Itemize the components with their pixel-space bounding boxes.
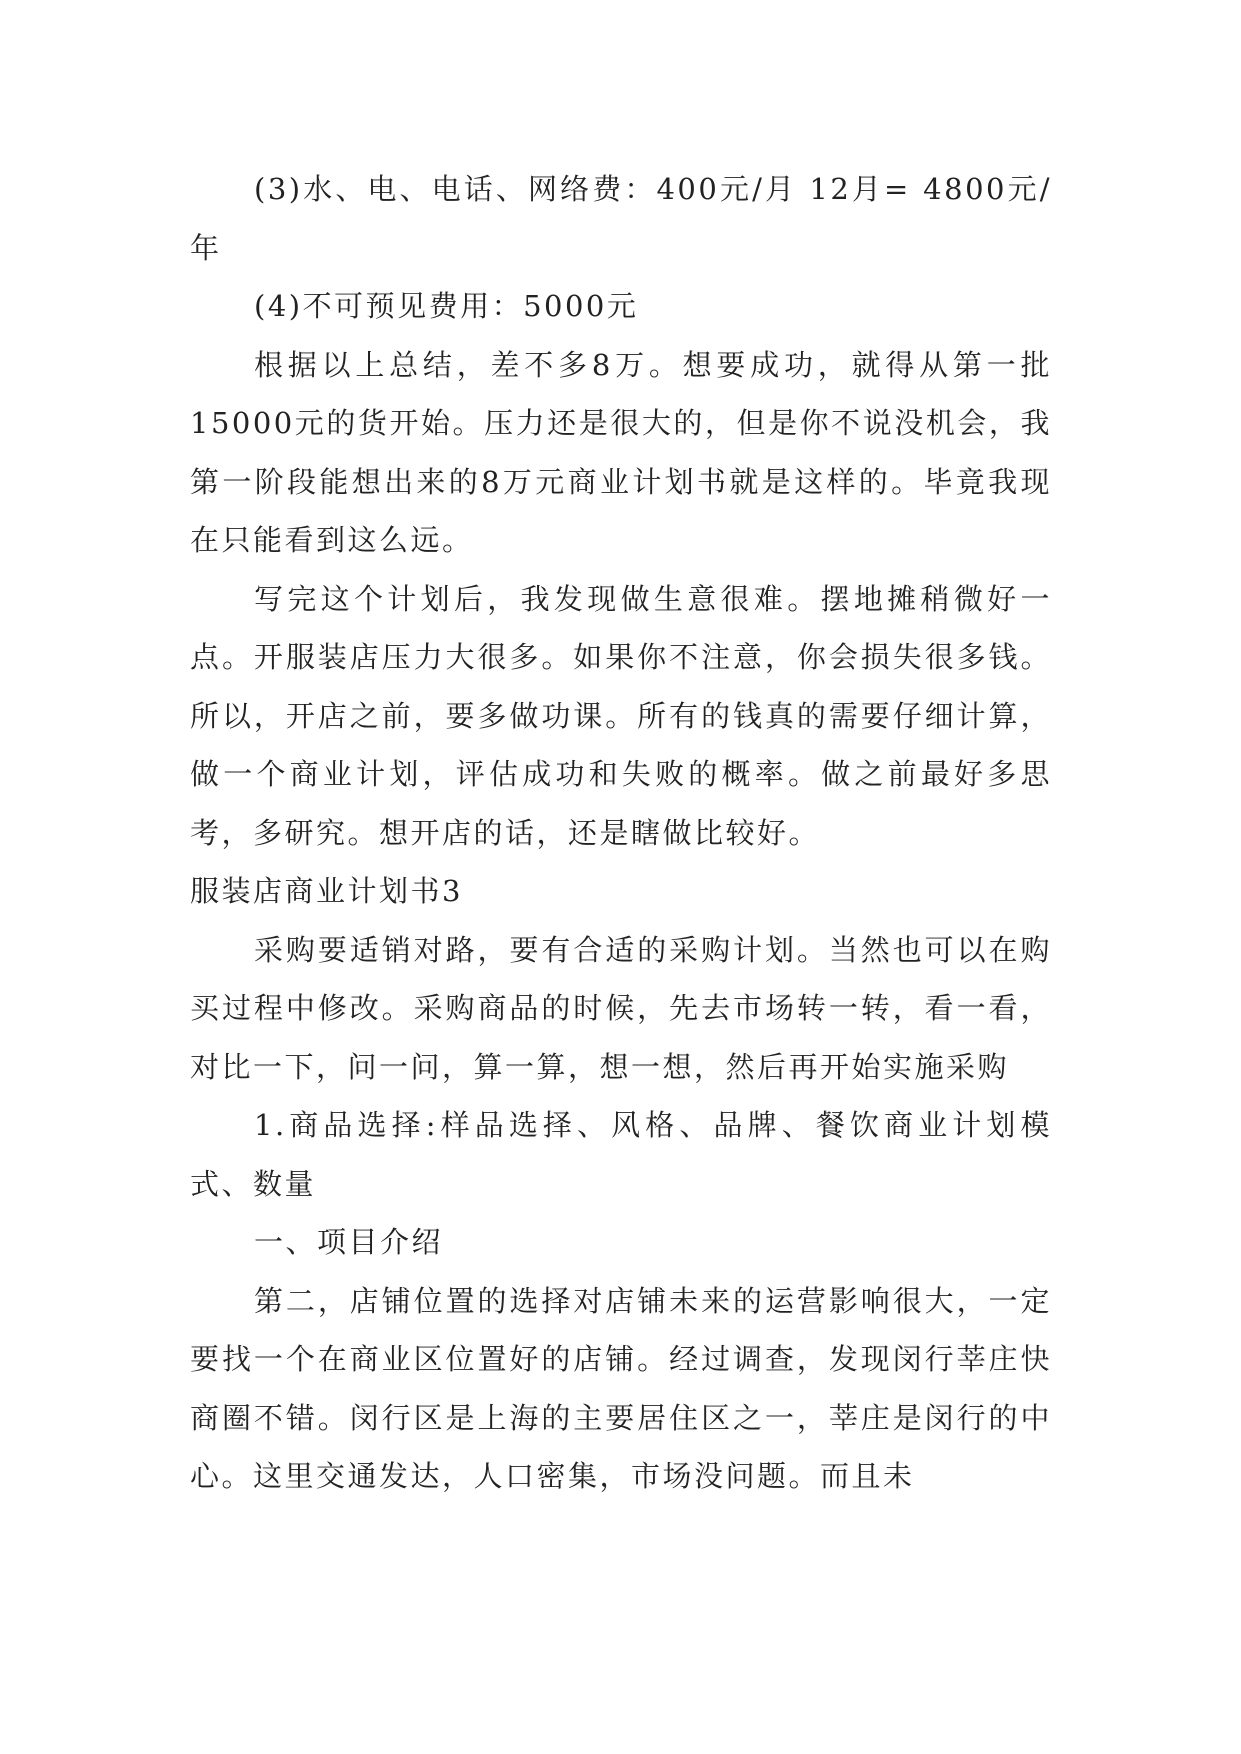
paragraph-summary: 根据以上总结，差不多8万。想要成功，就得从第一批15000元的货开始。压力还是很大的，但是你不说没机会，我第一阶段能想出来的8万元商业计划书就是这样的。毕竟我现在只能看到这么远。 — [190, 347, 1052, 557]
document-body — [190, 160, 1052, 1506]
paragraph-location: 第二，店铺位置的选择对店铺未来的运营影响很大，一定要找一个在商业区位置好的店铺。经过调查，发现闵行莘庄快商圈不错。闵行区是上海的主要居住区之一，莘庄是闵行的中心。这里交通发达，人口密集，市场没问题。而且未 — [190, 1283, 1052, 1493]
paragraph-project-intro: 一、项目介绍 — [254, 1225, 444, 1259]
paragraph-expense-4: (4)不可预见费用：5000元 — [254, 289, 639, 323]
paragraph-purchasing: 采购要适销对路，要有合适的采购计划。当然也可以在购买过程中修改。采购商品的时候，先去市场转一转，看一看，对比一下，问一问，算一算，想一想，然后再开始实施采购 — [190, 932, 1052, 1084]
section-title: 服装店商业计划书3 — [190, 874, 463, 908]
paragraph-reflection: 写完这个计划后，我发现做生意很难。摆地摊稍微好一点。开服装店压力大很多。如果你不注意，你会损失很多钱。所以，开店之前，要多做功课。所有的钱真的需要仔细计算，做一个商业计划，评估成功和失败的概率。做之前最好多思考，多研究。想开店的话，还是瞎做比较好。 — [190, 581, 1052, 850]
paragraph-expense-3: (3)水、电、电话、网络费：400元/月 12月= 4800元/年 — [190, 172, 1052, 265]
paragraph-product-selection: 1.商品选择:样品选择、风格、品牌、餐饮商业计划模式、数量 — [190, 1108, 1052, 1201]
